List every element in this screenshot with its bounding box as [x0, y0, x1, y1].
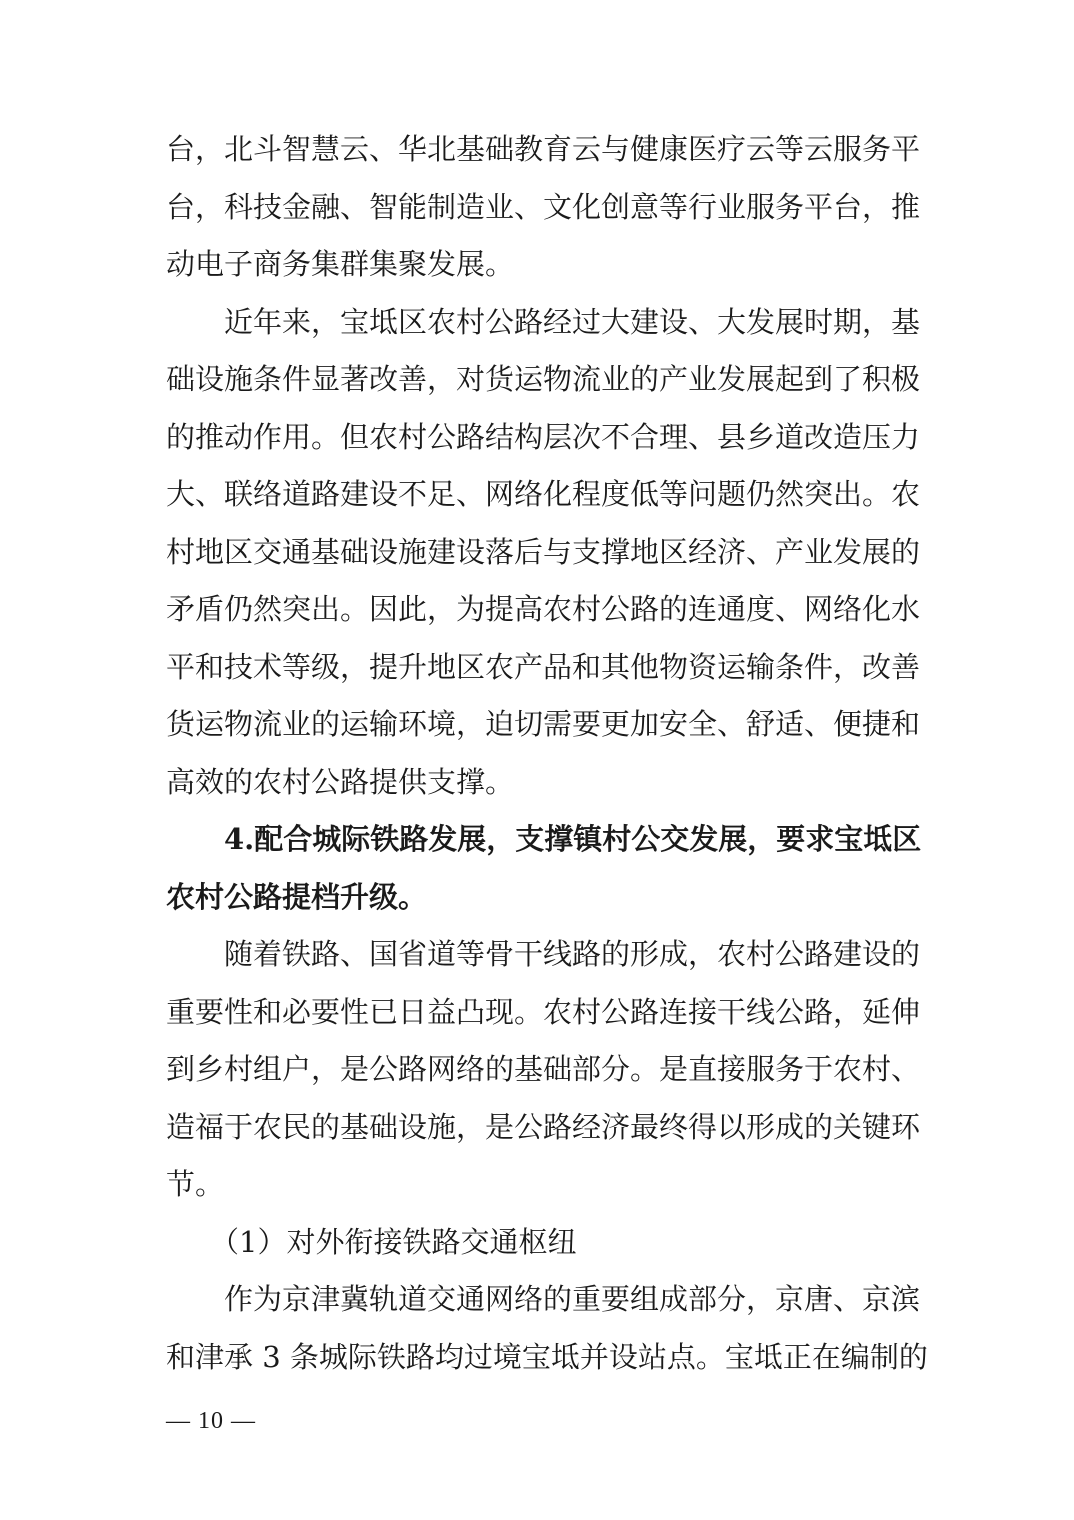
text-line: 动电子商务集群集聚发展。: [166, 247, 515, 281]
text-line: 大、联络道路建设不足、网络化程度低等问题仍然突出。农: [166, 477, 921, 511]
text-line: 和津承 3 条城际铁路均过境宝坻并设站点。宝坻正在编制的: [166, 1339, 928, 1374]
subheading-line: （1）对外衔接铁路交通枢纽: [210, 1224, 577, 1259]
paragraph: [166, 1271, 928, 1386]
text-line: 重要性和必要性已日益凸现。农村公路连接干线公路，延伸: [166, 994, 921, 1029]
text-line: 近年来，宝坻区农村公路经过大建设、大发展时期，基: [224, 304, 921, 339]
section-heading: [166, 811, 922, 926]
document-body: [166, 121, 928, 1386]
text-line: 台，科技金融、智能制造业、文化创意等行业服务平台，推: [166, 189, 921, 224]
text-line: 矛盾仍然突出。因此，为提高农村公路的连通度、网络化水: [166, 592, 921, 626]
text-line: 造福于农民的基础设施，是公路经济最终得以形成的关键环: [166, 1109, 921, 1144]
text-line: 的推动作用。但农村公路结构层次不合理、县乡道改造压力: [166, 419, 921, 454]
heading-line: 4.配合城际铁路发展，支撑镇村公交发展，要求宝坻区: [224, 822, 922, 856]
text-line: 础设施条件显著改善，对货运物流业的产业发展起到了积极: [166, 362, 921, 396]
text-line: 到乡村组户，是公路网络的基础部分。是直接服务于农村、: [166, 1052, 921, 1086]
text-line: 台，北斗智慧云、华北基础教育云与健康医疗云等云服务平: [166, 132, 921, 166]
text-line: 节。: [166, 1167, 225, 1201]
paragraph: [166, 121, 921, 294]
heading-line: 农村公路提档升级。: [166, 879, 428, 914]
text-line: 货运物流业的运输环境，迫切需要更加安全、舒适、便捷和: [166, 707, 921, 741]
text-line: 随着铁路、国省道等骨干线路的形成，农村公路建设的: [224, 937, 921, 971]
text-line: 高效的农村公路提供支撑。: [166, 764, 515, 799]
paragraph: [166, 294, 921, 812]
subsection-heading: [166, 1214, 912, 1272]
paragraph: [166, 926, 921, 1214]
text-line: 作为京津冀轨道交通网络的重要组成部分，京唐、京滨: [224, 1282, 921, 1316]
text-line: 村地区交通基础设施建设落后与支撑地区经济、产业发展的: [166, 534, 921, 569]
text-line: 平和技术等级，提升地区农产品和其他物资运输条件，改善: [166, 649, 921, 684]
page-number: — 10 —: [166, 1408, 256, 1434]
